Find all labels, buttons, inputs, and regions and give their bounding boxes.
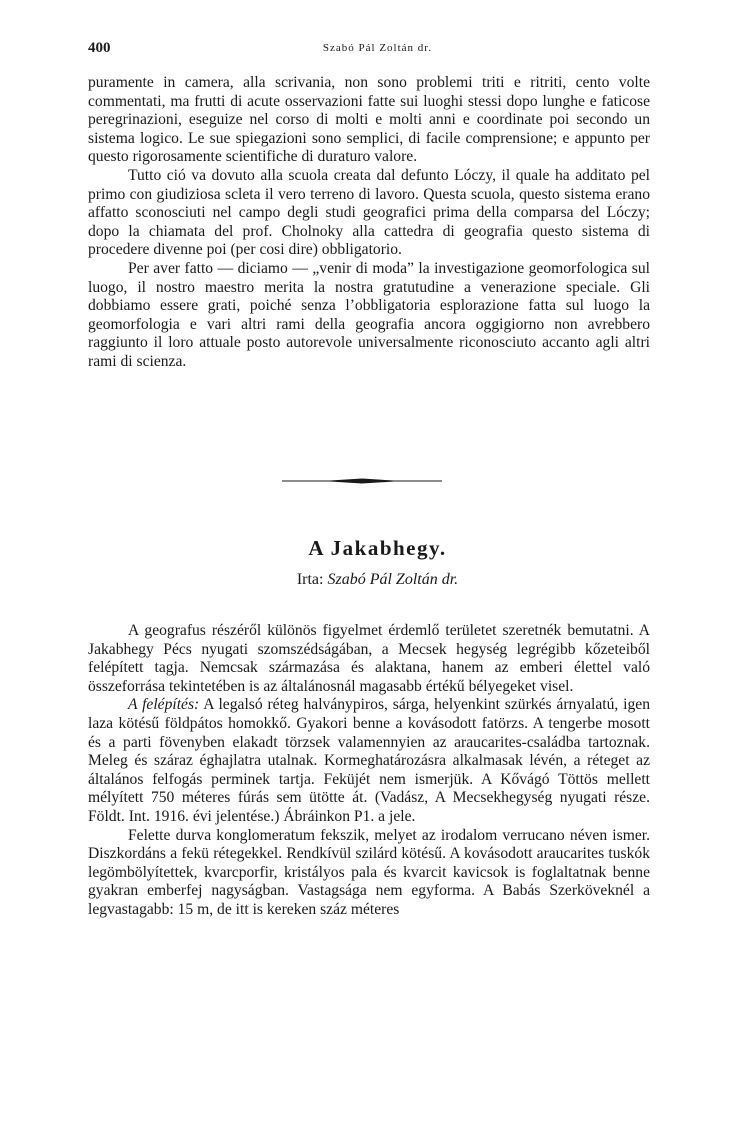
paragraph: Per aver fatto — diciamo — „venir di moda” la investigazione geomorfologica sul luogo, il nostro maestro merita la nostra gratutudine a venerazione speciale. Gli dobbiamo essere grati, poiché senza l’obbligatoria esplorazione fatta sul luogo la geomorfologia e vari altri rami della geografia ancora oggigiorno non avrebbero raggiunto il loro attuale posto autorevole universalmente riconosciuto accanto agli altri rami di scienza. (88, 259, 650, 370)
section-divider (282, 478, 442, 481)
article-title: A Jakabhegy. (308, 536, 447, 560)
italian-text-block (88, 74, 650, 372)
running-head: Szabó Pál Zoltán dr. (322, 42, 433, 54)
paragraph: A geografus részéről különös figyelmet érdemlő területet szeretnék bemutatni. A Jakabhegy Pécs nyugati szomszédságában, a Mecsek hegység legrégibb kőzeteiből felépített tagja. Nemcsak származása és alaktana, hanem az emberi élettel való összeforrása tekintetében is az általánosnál magasabb értékű bélyegeket visel. (88, 622, 650, 695)
byline (0, 571, 755, 589)
paragraph (88, 696, 650, 826)
paragraph: Tutto ció va dovuto alla scuola creata dal defunto Lóczy, il quale ha additato pel primo con giudiziosa scleta il vero terreno di lavoro. Questa scuola, questo sistema erano affatto sconosciuti nel campo degli studi geografici prima della comparsa del Lóczy; dopo la chiamata del prof. Cholnoky alla cattedra di geografia questo sistema di procedere divenne poi (per cosi dire) obbligatorio. (88, 166, 650, 259)
paragraph-text: A legalsó réteg halványpiros, sárga, helyenkint szürkés árnyalatú, igen laza kötésű földpátos homokkő. Gyakori benne a kovásodott fatörzs. A tengerbe mosott és a parti fövenyben elakadt törzsek valamennyien az araucarites-családba tartoznak. Meleg és száraz éghajlatra utalnak. Kormeghatározásra alkalmasak lévén, a réteget az általános felfogás perminek tartja. Feküjét nem ismerjük. A Kővágó Töttös mellett mélyített 750 méteres fúrás sem ütötte át. (Vadász, A Mecsekhegység nyugati része. Földt. Int. 1916. évi jelentése.) Ábráinkon P1. a jele. (88, 696, 651, 825)
paragraph: Felette durva konglomeratum fekszik, melyet az irodalom verrucano néven ismer. Diszkordáns a fekü rétegekkel. Rendkívül szilárd kötésű. A kovásodott araucarites tuskók legömbölyítettek, kvarcporfir, kristályos pala és kvarcit kavicsok is foglaltatnak benne gyakran emberfej nagyságban. Vastagsága nem egyforma. A Babás Szerköveknél a legvastagabb: 15 m, de itt is kereken száz méteres (88, 826, 650, 918)
page-number: 400 (88, 40, 111, 56)
hungarian-text-block (88, 622, 650, 920)
paragraph: puramente in camera, alla scrivania, non sono problemi triti e ritriti, cento volte commentati, ma frutti di acute osservazioni fatte sui luoghi stessi dopo lunghe e faticose peregrinazioni, eseguize nel corso di molti e molti anni e coordinate poi secondo un sistema logico. Le sue spiegazioni sono semplici, di facile comprensione; e appunto per questo rigorosamente scientifiche di duraturo valore. (88, 74, 650, 166)
paragraph-lead: A felépítés: (128, 696, 200, 714)
byline-prefix: Irta: (296, 571, 324, 588)
byline-author: Szabó Pál Zoltán dr. (327, 571, 459, 588)
